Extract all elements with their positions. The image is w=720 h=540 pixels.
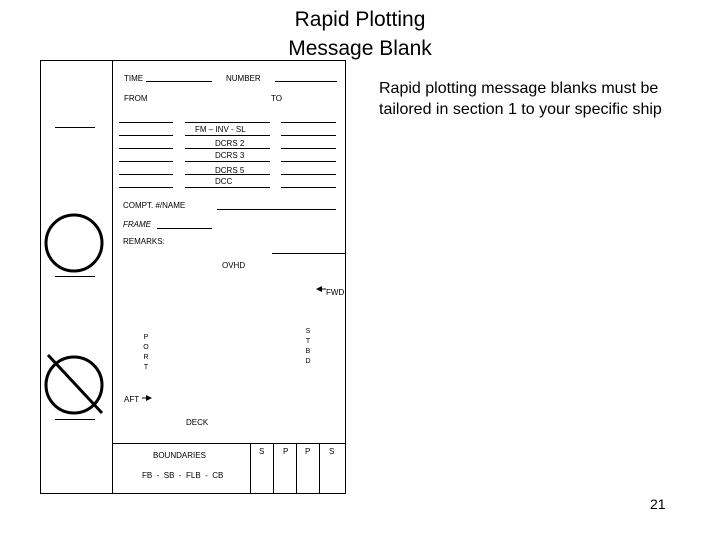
bnd-col-4 — [319, 443, 320, 494]
bnd-col-s2: S — [329, 447, 335, 456]
fm-inv-sl-label: FM – INV - SL — [195, 125, 246, 134]
fwd-label: FWD — [326, 288, 345, 297]
tailoring-note: Rapid plotting message blanks must be tailored in section 1 to your specific ship — [379, 80, 662, 118]
dcrs3-label: DCRS 3 — [215, 151, 245, 160]
to-label: TO — [271, 94, 282, 103]
page-number: 21 — [650, 496, 666, 512]
bnd-col-3 — [296, 443, 297, 494]
port-label: P O R T — [143, 334, 149, 371]
title-line-1: Rapid Plotting — [294, 8, 426, 31]
bnd-col-p2: P — [305, 447, 311, 456]
boundaries-label: BOUNDARIES — [153, 451, 206, 460]
deck-label: DECK — [186, 418, 209, 427]
bnd-col-s1: S — [259, 447, 265, 456]
from-label: FROM — [124, 94, 148, 103]
dcrs2-label: DCRS 2 — [215, 139, 245, 148]
boundaries-top-line — [112, 443, 346, 444]
bnd-col-2 — [273, 443, 274, 494]
compt-label: COMPT. #/NAME — [123, 201, 186, 210]
bnd-col-p1: P — [283, 447, 289, 456]
dcrs5-label: DCRS 5 — [215, 166, 245, 175]
dcc-label: DCC — [215, 177, 233, 186]
bnd-col-1 — [250, 443, 251, 494]
remarks-label: REMARKS: — [123, 237, 165, 246]
boundary-types: FB - SB - FLB - CB — [142, 471, 224, 480]
aft-label: AFT — [124, 395, 140, 404]
stbd-label: S T B D — [305, 328, 311, 365]
ovhd-label: OVHD — [222, 261, 246, 270]
time-label: TIME — [124, 74, 144, 83]
title-line-2: Message Blank — [288, 37, 432, 60]
number-label: NUMBER — [226, 74, 261, 83]
frame-label: FRAME — [123, 220, 151, 229]
